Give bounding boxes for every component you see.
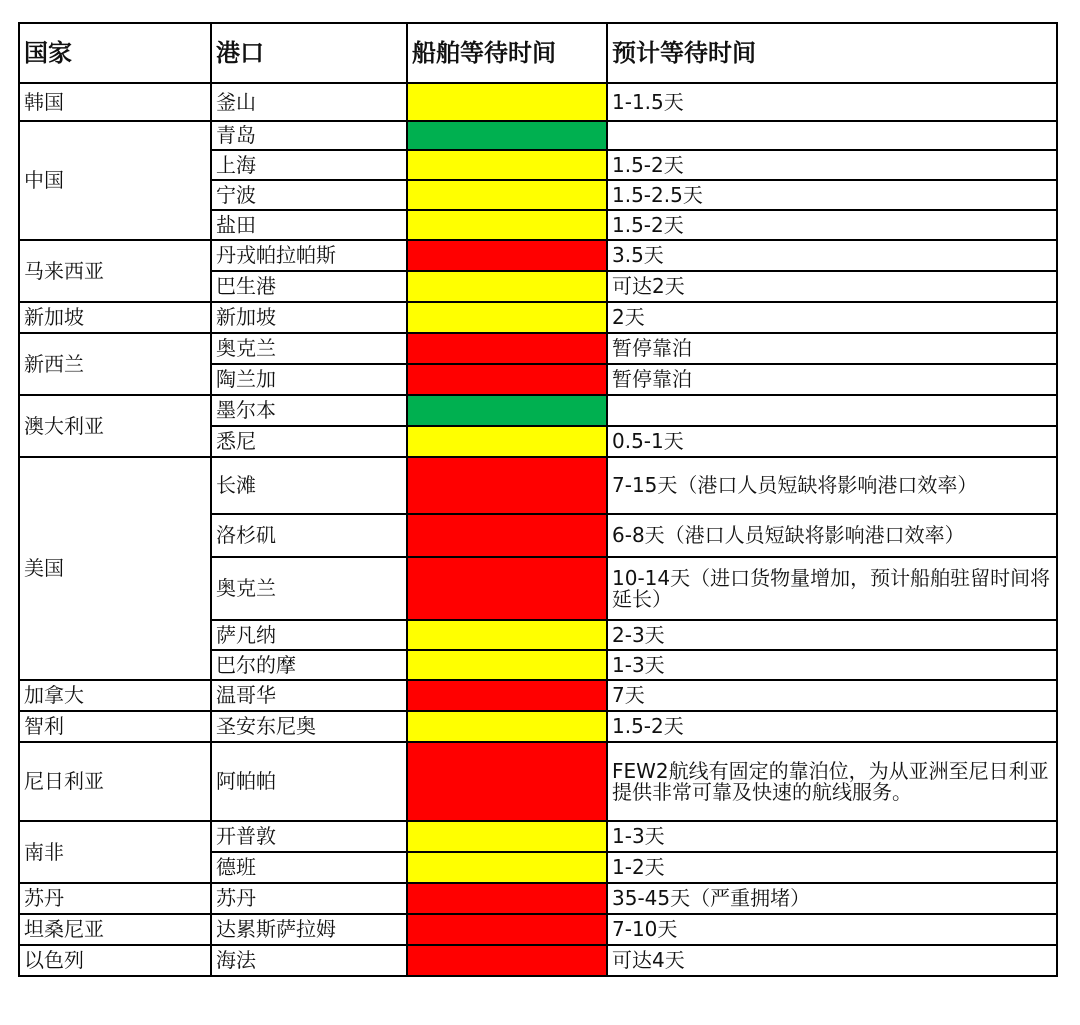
port-cell: 新加坡	[211, 302, 407, 333]
wait-status-swatch	[407, 395, 607, 426]
estimate-cell: 1.5-2天	[607, 150, 1057, 180]
wait-status-swatch	[407, 742, 607, 821]
port-wait-table-container	[18, 22, 1058, 977]
port-cell: 陶兰加	[211, 364, 407, 395]
port-cell: 萨凡纳	[211, 620, 407, 650]
table-row	[19, 395, 1057, 426]
estimate-cell: 1.5-2.5天	[607, 180, 1057, 210]
wait-status-swatch	[407, 711, 607, 742]
port-cell: 海法	[211, 945, 407, 976]
table-row	[19, 680, 1057, 711]
country-cell: 中国	[19, 121, 211, 240]
wait-status-swatch	[407, 650, 607, 680]
header-row	[19, 23, 1057, 83]
port-cell: 青岛	[211, 121, 407, 150]
estimate-cell: 1-2天	[607, 852, 1057, 883]
table-row	[19, 333, 1057, 364]
estimate-cell: 2天	[607, 302, 1057, 333]
estimate-cell	[607, 395, 1057, 426]
wait-status-swatch	[407, 271, 607, 302]
wait-status-swatch	[407, 457, 607, 514]
estimate-cell: 7-15天（港口人员短缺将影响港口效率）	[607, 457, 1057, 514]
estimate-cell: 2-3天	[607, 620, 1057, 650]
port-cell: 达累斯萨拉姆	[211, 914, 407, 945]
header-country: 国家	[19, 23, 211, 83]
wait-status-swatch	[407, 210, 607, 240]
port-cell: 苏丹	[211, 883, 407, 914]
port-cell: 巴尔的摩	[211, 650, 407, 680]
estimate-cell: 7天	[607, 680, 1057, 711]
port-cell: 上海	[211, 150, 407, 180]
country-cell: 尼日利亚	[19, 742, 211, 821]
port-cell: 丹戎帕拉帕斯	[211, 240, 407, 271]
table-row	[19, 457, 1057, 514]
port-cell: 墨尔本	[211, 395, 407, 426]
port-cell: 阿帕帕	[211, 742, 407, 821]
country-cell: 美国	[19, 457, 211, 680]
port-cell: 洛杉矶	[211, 514, 407, 557]
port-cell: 宁波	[211, 180, 407, 210]
wait-status-swatch	[407, 620, 607, 650]
country-cell: 马来西亚	[19, 240, 211, 302]
estimate-cell: 1-3天	[607, 821, 1057, 852]
wait-status-swatch	[407, 333, 607, 364]
estimate-cell: 7-10天	[607, 914, 1057, 945]
estimate-cell: 0.5-1天	[607, 426, 1057, 457]
country-cell: 新西兰	[19, 333, 211, 395]
country-cell: 新加坡	[19, 302, 211, 333]
estimate-cell: 10-14天（进口货物量增加，预计船舶驻留时间将延长）	[607, 557, 1057, 620]
estimate-cell	[607, 121, 1057, 150]
country-cell: 苏丹	[19, 883, 211, 914]
table-body	[19, 83, 1057, 976]
estimate-cell: 可达2天	[607, 271, 1057, 302]
estimate-cell: 3.5天	[607, 240, 1057, 271]
port-cell: 悉尼	[211, 426, 407, 457]
table-row	[19, 945, 1057, 976]
port-cell: 温哥华	[211, 680, 407, 711]
country-cell: 韩国	[19, 83, 211, 121]
country-cell: 澳大利亚	[19, 395, 211, 457]
port-cell: 巴生港	[211, 271, 407, 302]
estimate-cell: FEW2航线有固定的靠泊位，为从亚洲至尼日利亚提供非常可靠及快速的航线服务。	[607, 742, 1057, 821]
header-estimated-wait: 预计等待时间	[607, 23, 1057, 83]
estimate-cell: 1-1.5天	[607, 83, 1057, 121]
wait-status-swatch	[407, 821, 607, 852]
wait-status-swatch	[407, 914, 607, 945]
estimate-cell: 1.5-2天	[607, 210, 1057, 240]
estimate-cell: 35-45天（严重拥堵）	[607, 883, 1057, 914]
wait-status-swatch	[407, 240, 607, 271]
port-cell: 盐田	[211, 210, 407, 240]
estimate-cell: 可达4天	[607, 945, 1057, 976]
port-cell: 奥克兰	[211, 333, 407, 364]
country-cell: 以色列	[19, 945, 211, 976]
table-row	[19, 83, 1057, 121]
estimate-cell: 暂停靠泊	[607, 333, 1057, 364]
country-cell: 南非	[19, 821, 211, 883]
table-row	[19, 711, 1057, 742]
estimate-cell: 1.5-2天	[607, 711, 1057, 742]
table-row	[19, 883, 1057, 914]
port-cell: 开普敦	[211, 821, 407, 852]
port-cell: 圣安东尼奥	[211, 711, 407, 742]
wait-status-swatch	[407, 557, 607, 620]
port-cell: 长滩	[211, 457, 407, 514]
port-cell: 德班	[211, 852, 407, 883]
wait-status-swatch	[407, 180, 607, 210]
header-port: 港口	[211, 23, 407, 83]
wait-status-swatch	[407, 883, 607, 914]
table-row	[19, 914, 1057, 945]
wait-status-swatch	[407, 680, 607, 711]
wait-status-swatch	[407, 426, 607, 457]
estimate-cell: 6-8天（港口人员短缺将影响港口效率）	[607, 514, 1057, 557]
table-row	[19, 742, 1057, 821]
table-row	[19, 121, 1057, 150]
estimate-cell: 1-3天	[607, 650, 1057, 680]
table-row	[19, 240, 1057, 271]
estimate-cell: 暂停靠泊	[607, 364, 1057, 395]
header-wait-status: 船舶等待时间	[407, 23, 607, 83]
port-cell: 奥克兰	[211, 557, 407, 620]
wait-status-swatch	[407, 121, 607, 150]
table-row	[19, 302, 1057, 333]
table-row	[19, 821, 1057, 852]
wait-status-swatch	[407, 514, 607, 557]
country-cell: 智利	[19, 711, 211, 742]
wait-status-swatch	[407, 83, 607, 121]
wait-status-swatch	[407, 364, 607, 395]
port-wait-table	[18, 22, 1058, 977]
port-cell: 釜山	[211, 83, 407, 121]
wait-status-swatch	[407, 150, 607, 180]
wait-status-swatch	[407, 302, 607, 333]
country-cell: 坦桑尼亚	[19, 914, 211, 945]
wait-status-swatch	[407, 852, 607, 883]
country-cell: 加拿大	[19, 680, 211, 711]
wait-status-swatch	[407, 945, 607, 976]
